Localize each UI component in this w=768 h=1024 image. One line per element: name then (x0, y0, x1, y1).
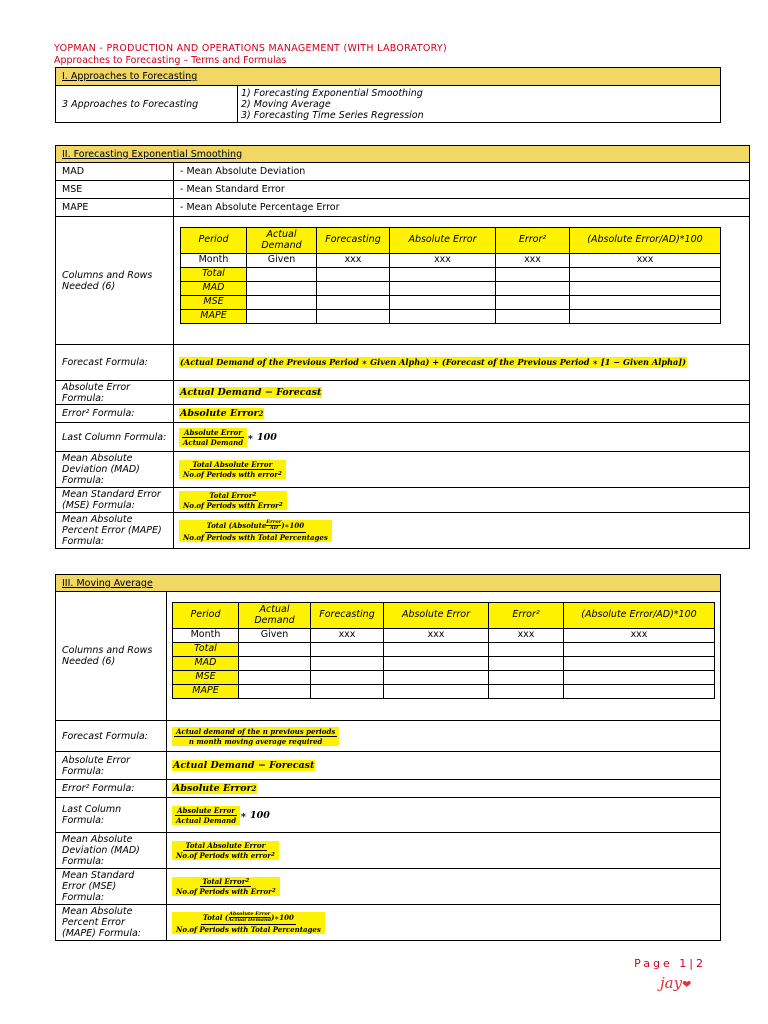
section-approaches (55, 67, 721, 123)
table-header: (Absolute Error/AD)*100 (570, 228, 721, 254)
mad-label: Mean Absolute Deviation (MAD) Formula: (56, 452, 174, 488)
term-def: - Mean Standard Error (174, 181, 750, 199)
mse-label: Mean Standard Error (MSE) Formula: (56, 869, 167, 905)
forecast-formula: (Actual Demand of the Previous Period ∗ Given Alpha) + (Forecast of the Previous Period ∗ [1 − Given Alpha]) (180, 357, 687, 367)
table-header: Period (173, 603, 239, 629)
section-title: III. Moving Average (56, 575, 721, 592)
table-cell: xxx (384, 629, 489, 643)
table-cell: Month (173, 629, 239, 643)
table-cell: xxx (390, 254, 496, 268)
error2-label: Error² Formula: (56, 405, 174, 423)
last-column-fraction: Absolute Error Actual Demand (172, 806, 240, 825)
table-row (173, 671, 715, 685)
table-cell: Given (247, 254, 317, 268)
error2-label: Error² Formula: (56, 780, 167, 798)
table-header: Forecasting (317, 228, 390, 254)
exponent: 2 (251, 784, 257, 793)
forecast-label: Forecast Formula: (56, 345, 174, 381)
row-label: MSE (173, 671, 239, 685)
last-column-fraction: Absolute Error Actual Demand (179, 428, 247, 447)
row-label: MAD (173, 657, 239, 671)
mad-fraction: Total Absolute Error No.of Periods with error$^2$ (179, 460, 286, 479)
row-label: Total (181, 268, 247, 282)
section-title: II. Forecasting Exponential Smoothing (56, 146, 750, 163)
last-column-label: Last Column Formula: (56, 798, 167, 833)
table-cell: xxx (564, 629, 715, 643)
row-label: MAD (181, 282, 247, 296)
approach-item: 1) Forecasting Exponential Smoothing (241, 87, 423, 99)
mse-fraction: Total Error$^2$ No.of Periods with Error$^2$ (172, 877, 280, 896)
term-mad: MAD (56, 163, 174, 181)
page-number: Page 1|2 (634, 957, 706, 970)
document-subtitle: Approaches to Forecasting – Terms and Formulas (54, 55, 287, 66)
table-cell: xxx (496, 254, 570, 268)
error2-formula: Absolute Error (180, 408, 259, 419)
table-cell: xxx (489, 629, 564, 643)
table-row (181, 282, 721, 296)
table-row (181, 296, 721, 310)
table-header: Actual Demand (247, 228, 317, 254)
mape-fraction: Total ( Absolute Error Actual Demand )∗100 No.of Periods with Total Percentages (172, 912, 325, 934)
signature: jay❤ (660, 974, 692, 992)
mad-fraction: Total Absolute Error No.of Periods with error$^2$ (172, 841, 279, 860)
table-row (181, 268, 721, 282)
moving-average-table (172, 602, 715, 699)
section-exponential-smoothing (55, 145, 750, 549)
last-column-label: Last Column Formula: (56, 423, 174, 452)
row-label: MAPE (173, 685, 239, 699)
table-cell: xxx (570, 254, 721, 268)
term-mse: MSE (56, 181, 174, 199)
columns-label: Columns and Rows Needed (6) (56, 217, 174, 345)
approaches-label: 3 Approaches to Forecasting (56, 86, 238, 123)
mape-fraction: Total (Absolute Error AD )∗100 No.of Periods with Total Percentages (179, 520, 332, 542)
mape-label: Mean Absolute Percent Error (MAPE) Formula: (56, 905, 167, 941)
table-row (181, 310, 721, 324)
table-header: Absolute Error (390, 228, 496, 254)
table-header: Period (181, 228, 247, 254)
forecast-label: Forecast Formula: (56, 721, 167, 752)
mse-label: Mean Standard Error (MSE) Formula: (56, 488, 174, 513)
term-def: - Mean Absolute Percentage Error (174, 199, 750, 217)
term-mape: MAPE (56, 199, 174, 217)
term-def: - Mean Absolute Deviation (174, 163, 750, 181)
table-row (173, 629, 715, 643)
table-cell: Given (239, 629, 311, 643)
table-header: Absolute Error (384, 603, 489, 629)
document-title: YOPMAN - PRODUCTION AND OPERATIONS MANAGEMENT (WITH LABORATORY) (54, 43, 448, 54)
row-label: Total (173, 643, 239, 657)
approach-item: 3) Forecasting Time Series Regression (241, 109, 424, 121)
table-header: Error² (496, 228, 570, 254)
exponent: 2 (258, 409, 264, 418)
multiplier: ∗ 100 (240, 809, 270, 821)
row-label: MSE (181, 296, 247, 310)
table-row (173, 657, 715, 671)
abs-error-label: Absolute Error Formula: (56, 381, 174, 405)
table-header: Error² (489, 603, 564, 629)
section-title: I. Approaches to Forecasting (56, 68, 721, 86)
table-cell: xxx (317, 254, 390, 268)
table-header: (Absolute Error/AD)*100 (564, 603, 715, 629)
abs-error-formula: Actual Demand − Forecast (173, 760, 315, 771)
mse-fraction: Total Error$^2$ No.of Periods with Error$^2$ (179, 491, 287, 510)
exp-smoothing-table (180, 227, 721, 324)
table-row (181, 254, 721, 268)
approach-item: 2) Moving Average (241, 98, 331, 110)
table-row (173, 685, 715, 699)
table-header: Forecasting (311, 603, 384, 629)
columns-label: Columns and Rows Needed (6) (56, 592, 167, 721)
forecast-fraction: Actual demand of the n previous periods n month moving average required (172, 727, 339, 746)
abs-error-formula: Actual Demand − Forecast (180, 387, 322, 398)
section-moving-average (55, 574, 721, 941)
table-row (173, 643, 715, 657)
error2-formula: Absolute Error (173, 783, 252, 794)
multiplier: ∗ 100 (247, 431, 277, 443)
table-header: Actual Demand (239, 603, 311, 629)
mad-label: Mean Absolute Deviation (MAD) Formula: (56, 833, 167, 869)
row-label: MAPE (181, 310, 247, 324)
table-cell: xxx (311, 629, 384, 643)
abs-error-label: Absolute Error Formula: (56, 752, 167, 780)
table-cell: Month (181, 254, 247, 268)
mape-label: Mean Absolute Percent Error (MAPE) Formula: (56, 513, 174, 549)
